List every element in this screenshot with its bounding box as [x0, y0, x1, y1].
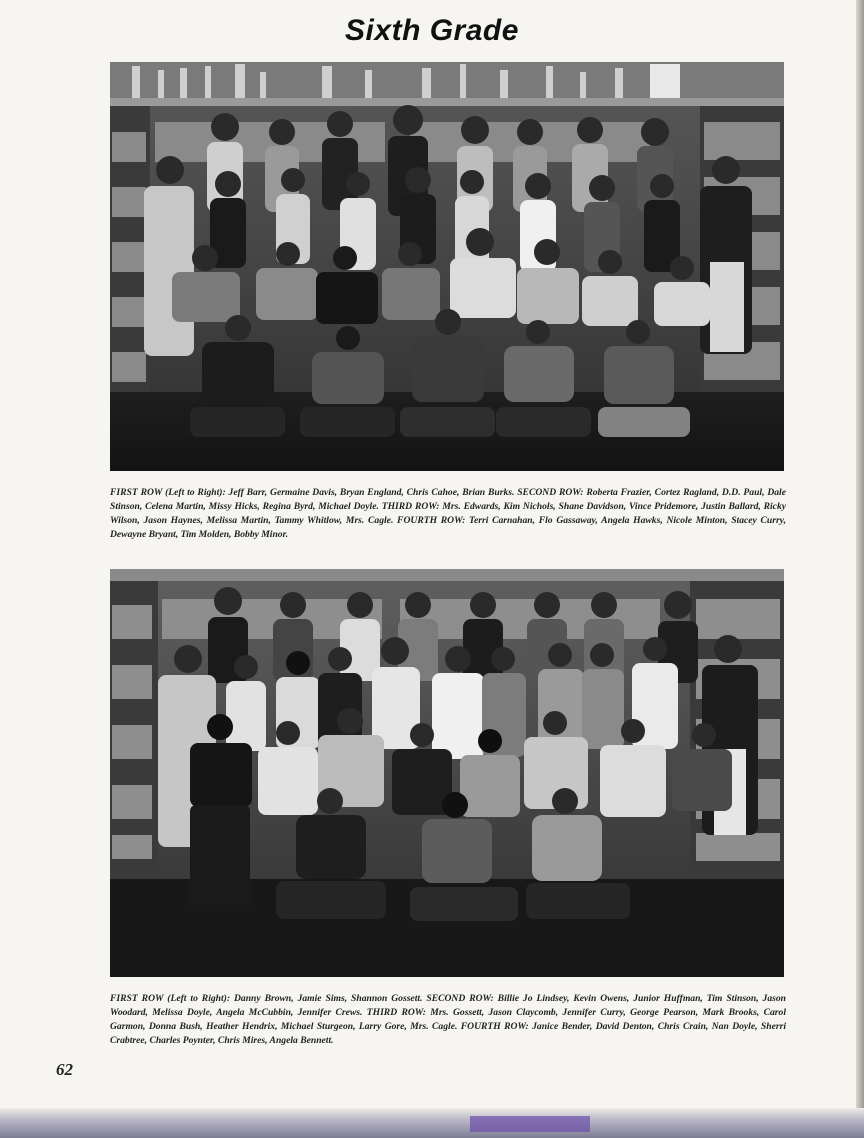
page-edge-shadow — [856, 0, 864, 1138]
photo-2-caption: FIRST ROW (Left to Right): Danny Brown, Jamie Sims, Shannon Gossett. SECOND ROW: Billie Jo Lindsey, Kevin Owens, Junior Huffman, Tim Stinson, Jason Woodard, Melissa Doyle, Angela McCubbin, Jennifer Crews. THIRD ROW: Mrs. Gossett, Jason Claycomb, Jennifer Curry, George Pearson, Mark Brooks, Carol Garmon, Donna Bush, Heather Hendrix, Michael Sturgeon, Larry Gore, Mrs. Cagle. FOURTH ROW: Janice Bender, David Denton, Chris Crain, Nan Doyle, Sherri Crabtree, Charles Poynter, Chris Mires, Angela Bennett. — [110, 993, 786, 1046]
photo-1-caption: FIRST ROW (Left to Right): Jeff Barr, Germaine Davis, Bryan England, Chris Cahoe, Brian Burks. SECOND ROW: Roberta Frazier, Cortez Ragland, D.D. Paul, Dale Stinson, Celena Martin, Missy Hicks, Regina Byrd, Michael Doyle. THIRD ROW: Mrs. Edwards, Kim Nichols, Shane Davidson, Vince Pridemore, Justin Ballard, Ricky Wilson, Jason Haynes, Melissa Martin, Tammy Whitlow, Mrs. Cagle. FOURTH ROW: Terri Carnahan, Flo Gassaway, Angela Hawks, Nicole Minton, Stacey Curry, Dewayne Bryant, Tim Molden, Bobby Minor. — [110, 487, 786, 540]
page-bottom-edge — [0, 1108, 864, 1138]
class-photo-2-image — [110, 569, 784, 977]
page-number: 62 — [56, 1060, 73, 1079]
purple-tab — [470, 1116, 590, 1132]
page-title: Sixth Grade — [345, 14, 519, 47]
class-photo-1 — [110, 62, 784, 471]
class-photo-1-image — [110, 62, 784, 471]
class-photo-2 — [110, 569, 784, 977]
